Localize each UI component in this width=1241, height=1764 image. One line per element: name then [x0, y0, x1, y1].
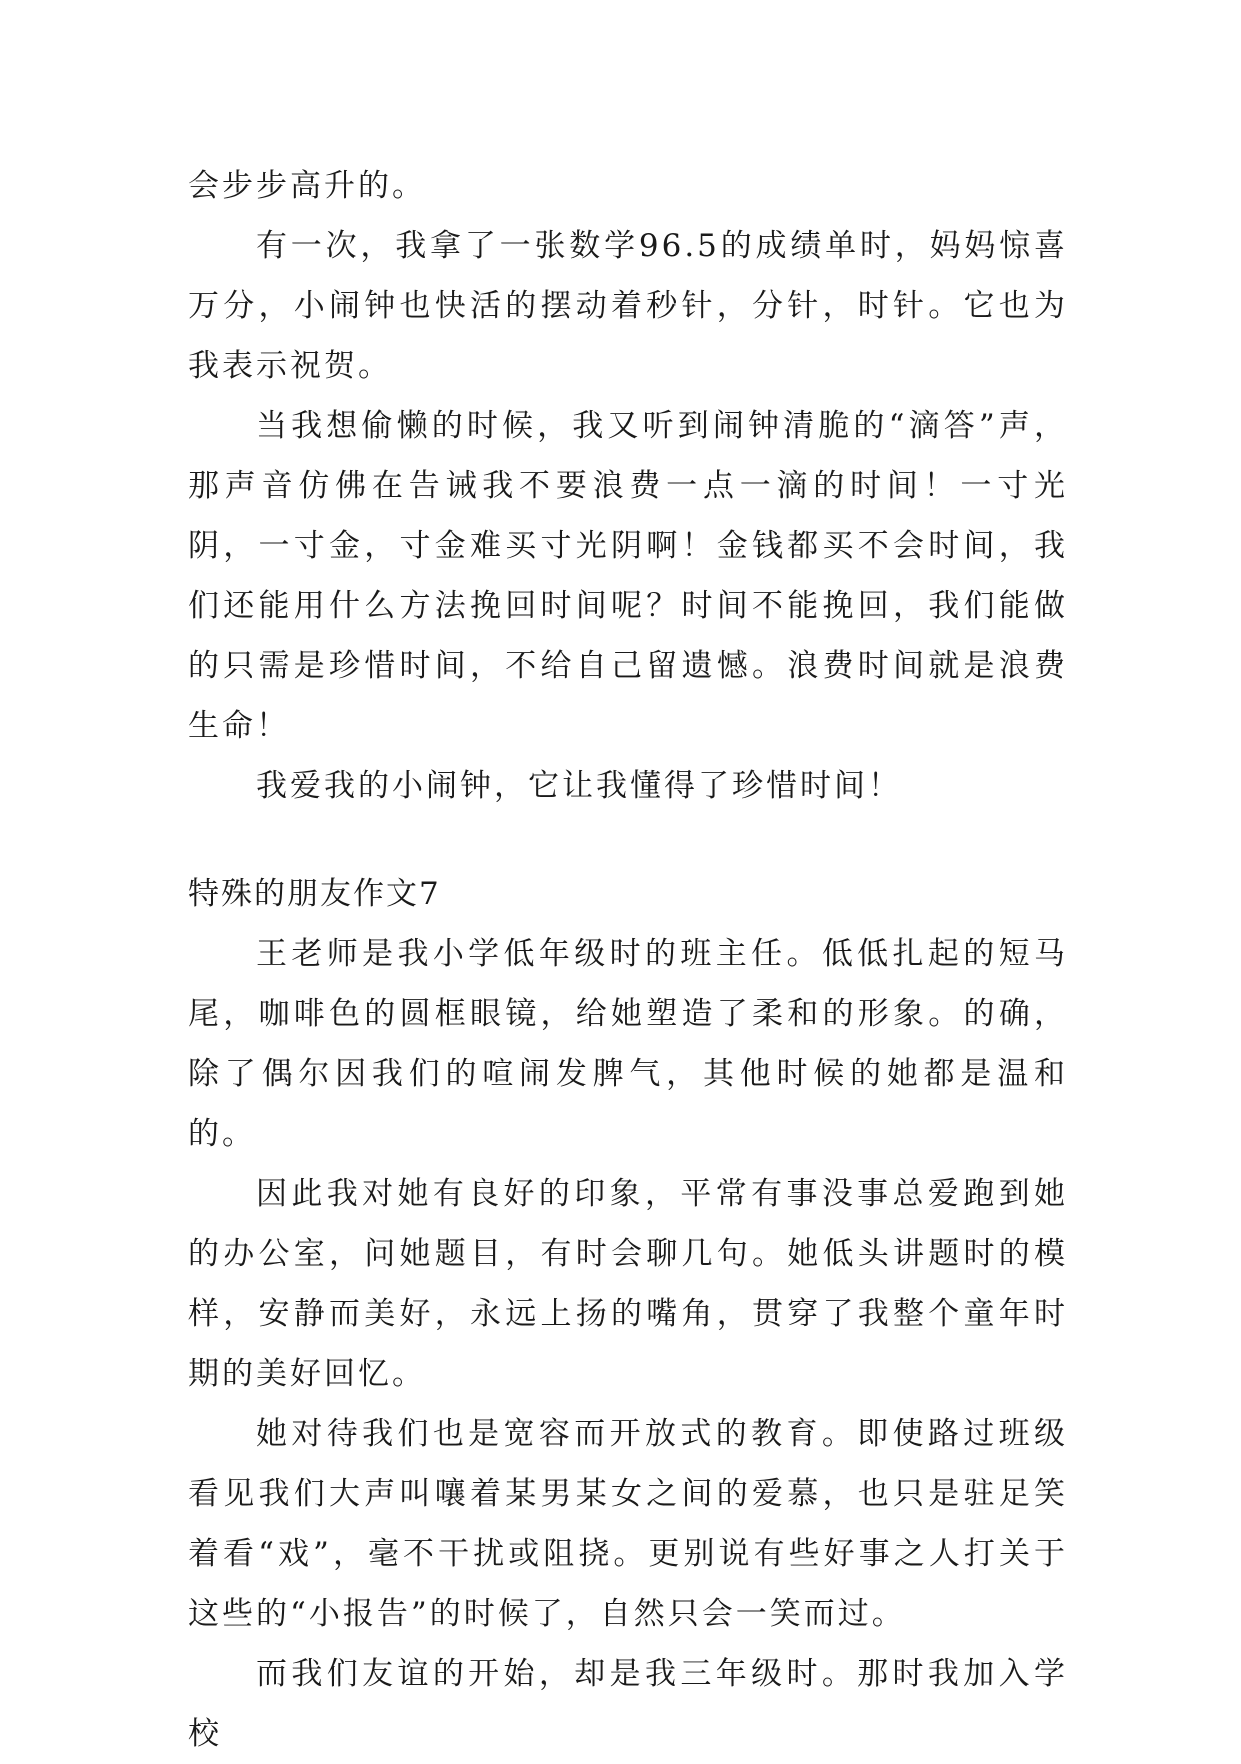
paragraph-continuation: 会步步高升的。	[188, 168, 426, 204]
paragraph-ticking: 当我想偷懒的时候，我又听到闹钟清脆的“滴答”声，那声音仿佛在告诫我不要浪费一点一滴的时间！一寸光阴，一寸金，寸金难买寸光阴啊！金钱都买不会时间，我们还能用什么方法挽回时间呢？时间不能挽回，我们能做的只需是珍惜时间，不给自己留遗憾。浪费时间就是浪费生命！	[188, 408, 1068, 744]
paragraph-conclusion: 我爱我的小闹钟，它让我懂得了珍惜时间！	[256, 768, 902, 804]
paragraph-teacher-intro: 王老师是我小学低年级时的班主任。低低扎起的短马尾，咖啡色的圆框眼镜，给她塑造了柔和的形象。的确，除了偶尔因我们的喧闹发脾气，其他时候的她都是温和的。	[188, 936, 1068, 1152]
paragraph-friendship-start: 而我们友谊的开始，却是我三年级时。那时我加入学校	[188, 1656, 1068, 1752]
paragraph-education: 她对待我们也是宽容而开放式的教育。即使路过班级看见我们大声叫嚷着某男某女之间的爱慕，也只是驻足笑着看“戏”，毫不干扰或阻挠。更别说有些好事之人打关于这些的“小报告”的时候了，自然只会一笑而过。	[188, 1416, 1068, 1632]
document-body	[188, 156, 1068, 1764]
paragraph-impression: 因此我对她有良好的印象，平常有事没事总爱跑到她的办公室，问她题目，有时会聊几句。她低头讲题时的模样，安静而美好，永远上扬的嘴角，贯穿了我整个童年时期的美好回忆。	[188, 1176, 1068, 1392]
paragraph-report-card: 有一次，我拿了一张数学96.5的成绩单时，妈妈惊喜万分，小闹钟也快活的摆动着秒针，分针，时针。它也为我表示祝贺。	[188, 228, 1068, 384]
essay-heading: 特殊的朋友作文7	[188, 876, 441, 912]
section-gap	[188, 816, 1068, 864]
